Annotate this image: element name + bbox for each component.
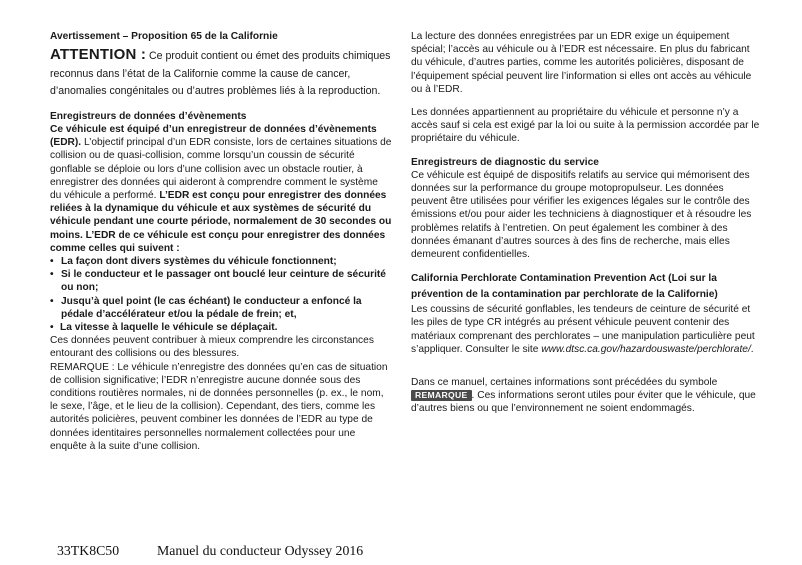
manual-text-2: . Ces informations seront utiles pour éviter que le véhicule, que d’autres biens ou que l’environnement ne soient endommagés. [411,390,756,415]
attention-paragraph [50,46,392,101]
edr-paragraph [50,123,392,255]
list-item: • La façon dont divers systèmes du véhicule fonctionnent; [50,255,392,268]
list-item: • Jusqu’à quel point (le cas échéant) le conducteur a enfoncé la pédale d’accélérateur et/ou la pédale de frein; et, [50,295,392,321]
edr-bullet-list [50,255,392,334]
edr-heading: Enregistreurs de données d’évènements [50,110,247,122]
diag-heading: Enregistreurs de diagnostic du service [411,156,599,168]
left-column [50,30,392,453]
perchlorate-end: . [750,343,754,355]
prop65-title: Avertissement – Proposition 65 de la Californie [50,31,278,42]
diag-paragraph: Ce véhicule est équipé de dispositifs relatifs au service qui mémorisent des données sur la performance du groupe motopropulseur. Les données peuvent être utilisées pour vérifier les exigences légales sur le contrôle des émissions et/ou pour aider les techniciens à diagnostiquer et à résoudre les problèmes relatifs à l’entretien. On peut également les combiner à des données émanant d’autres sources à des fins de recherche, mais elles demeurent confidentielles. [411,169,752,261]
attention-text: Ce produit contient ou émet des produits chimiques reconnus dans l’état de la Californie comme la cause de cancer, d’anomalies congénitales ou d’autres problèmes liés à la reproduction. [50,50,391,98]
edr-access-paragraph-2: Les données appartiennent au propriétaire du véhicule et personne n’y a accès sauf si cela est exigé par la loi ou suite à la permission accordée par le propriétaire du véhicule. [411,107,760,145]
edr-text-3: Ces données peuvent contribuer à mieux comprendre les circonstances entourant des collisions ou des blessures. [50,335,374,360]
list-item: • La vitesse à laquelle le véhicule se déplaçait. [50,321,392,334]
remarque-paragraph: REMARQUE : Le véhicule n’enregistre des données qu’en cas de situation de collision significative; l’EDR n’enregistre aucune donnée sous des conditions routières normales, ni de données personnelles (p. ex., le nom, le sexe, l’âge, et le lieu de la collision). Cependant, des tiers, comme les autorités policières, peuvent combiner les données de l’EDR au type de données identitaires personnelles normalement collectées pour une enquête à la suite d’une collision. [50,361,388,452]
manual-symbol-paragraph [411,376,761,416]
manual-text-1: Dans ce manuel, certaines informations sont précédées du symbole [411,377,718,389]
perchlorate-text: Les coussins de sécurité gonflables, les tendeurs de ceinture de sécurité et les piles de type CR intégrés au présent véhicule peuvent contenir des matériaux comprenant des perchlorates – une manipulation particulière peut s’appliquer. Consulter le site [411,304,755,355]
attention-label: ATTENTION : [50,46,147,64]
right-column [411,30,761,416]
perchlorate-link[interactable]: www.dtsc.ca.gov/hazardouswaste/perchlorate/ [541,343,751,355]
perchlorate-heading: California Perchlorate Contamination Prevention Act (Loi sur la prévention de la contamination par perchlorate de la Californie) [411,273,718,301]
edr-text-1: L’objectif principal d’un EDR consiste, lors de certaines situations de collision ou de quasi-collision, comme lorsqu’un coussin de sécurité gonflable se déploie ou lors d’une collision avec un obstacle routier, à enregistrer des données qui aideront à comprendre comment le système du véhicule a performé. [50,137,392,201]
footer-code: 33TK8C50 [57,543,120,558]
perchlorate-paragraph [411,303,761,356]
edr-bold-intro: Ce véhicule est équipé d’un enregistreur de données d’évènements (EDR). [50,123,377,149]
page-footer [57,543,363,559]
edr-bold-2: L’EDR est conçu pour enregistrer des données reliées à la dynamique du véhicule et aux systèmes de sécurité du véhicule pendant une courte période, normalement de 30 secondes ou moins. L’EDR de ce véhicule est conçu pour enregistrer des données comme celles qui suivent : [50,189,392,254]
footer-title: Manuel du conducteur Odyssey 2016 [157,543,364,558]
remarque-badge: REMARQUE [411,390,472,401]
edr-access-paragraph-1: La lecture des données enregistrées par un EDR exige un équipement spécial; l’accès au véhicule ou à l’EDR est nécessaire. En plus du fabricant du véhicule, d’autres parties, comme les autorités policières, disposant de l’équipement spécial peuvent lire l’information si elles ont accès au véhicule ou à l’EDR. [411,31,752,95]
list-item: • Si le conducteur et le passager ont bouclé leur ceinture de sécurité ou non; [50,268,392,294]
